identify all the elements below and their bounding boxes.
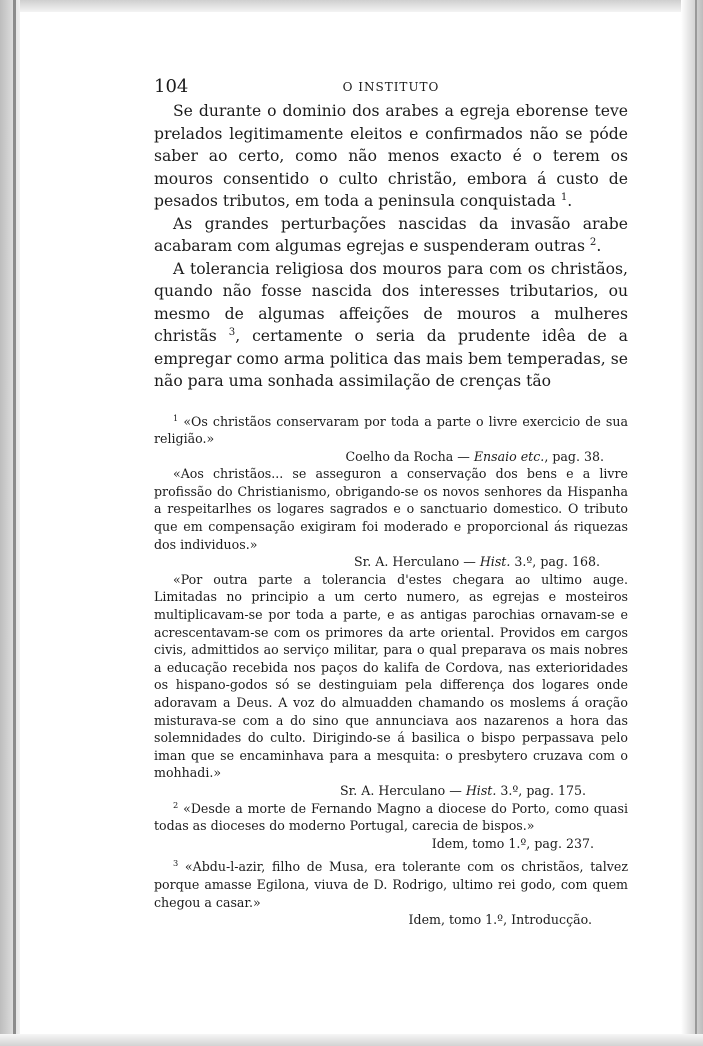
- scan-top-edge: [0, 0, 703, 12]
- citation-author: Sr. A. Herculano —: [353, 554, 476, 570]
- citation-page: 3.º, pag. 175.: [500, 782, 586, 798]
- footnote-3-marker: 3: [173, 858, 179, 869]
- footnote-separator: [154, 403, 628, 404]
- paragraph-3-continuation: certamente o seria da prudente idêa de a empregar como arma politica das mais bem temperadas, se não para uma sonhada assimilação de crenças tão: [154, 327, 628, 390]
- scan-binding-line: [13, 0, 16, 1046]
- footnote-1: [154, 413, 628, 448]
- citation-author: Coelho da Rocha —: [345, 448, 470, 464]
- scan-left-edge: [0, 0, 20, 1046]
- citation-page: , pag. 38.: [544, 448, 604, 464]
- scan-bottom-edge: [0, 1034, 703, 1046]
- page-number: 104: [154, 76, 189, 97]
- footnote-3-attribution: Idem, tomo 1.º, Introducção.: [408, 912, 592, 928]
- paragraph-3-text: A tolerancia religiosa dos mouros para com os christãos, quando não fosse nascida dos interesses tributarios, ou mesmo de algumas affeições de mouros a mulheres christãs: [154, 259, 628, 345]
- footnote-1-quote-3: [154, 571, 628, 782]
- note-ref-3: 3: [228, 326, 236, 338]
- page-header: [154, 74, 628, 100]
- paragraph-2-text: As grandes perturbações nascidas da invasão arabe acabaram com algumas egrejas e suspenderam outras: [154, 214, 628, 255]
- citation-work: Hist.: [465, 782, 497, 798]
- paragraph-3: A tolerancia religiosa dos mouros para com os christãos, quando não fosse nascida dos interesses tributarios, ou mesmo de algumas affeições de mouros a mulheres christãs $^3$, certamente o seria da prudente idêa de a empregar como arma politica das mais bem temperadas, se não para uma sonhada assimilação de crenças tão: [154, 259, 628, 390]
- footnotes: [154, 413, 628, 929]
- running-head: O INSTITUTO: [342, 80, 440, 94]
- footnote-1-text: «Os christãos conservaram por toda a parte o livre exercicio de sua religião.»: [154, 413, 628, 447]
- footnote-1-marker: 1: [173, 412, 179, 423]
- scan-right-edge: [681, 0, 703, 1046]
- book-page: [154, 74, 628, 929]
- footnote-2-text: «Desde a morte de Fernando Magno a diocese do Porto, como quasi todas as dioceses do moderno Portugal, carecia de bispos.»: [154, 800, 628, 834]
- footnote-3: [154, 858, 628, 911]
- quote-3-text: «Por outra parte a tolerancia d'estes chegara ao ultimo auge. Limitadas no principio a um certo numero, as egrejas e mosteiros multiplicavam-se por toda a parte, e as antigas parochias ornavam-se e acrescentavam-se com os primores da arte oriental. Providos em cargos civis, admittidos ao serviço militar, para o qual preparava os mais nobres a educação recebida nos paços do kalifa de Cordova, nas exterioridades os hispano-godos só se destinguiam pela differença dos logares onde adoravam a Deus. A voz do almuadden chamando os moslems á oração misturava-se com a do sino que annunciava aos nazarenos a hora das solemnidades do culto. Dirigindo-se á basilica o bispo perpassava pelo iman que se encaminhava para a mesquita: o presbytero cruzava com o mohhadi.»: [154, 571, 628, 781]
- note-ref-2: 2: [589, 236, 597, 248]
- footnote-3-text: «Abdu-l-azir, filho de Musa, era tolerante com os christãos, talvez porque amasse Egilona, viuva de D. Rodrigo, ultimo rei godo, com quem chegou a casar.»: [154, 859, 628, 910]
- citation-work: Hist.: [479, 554, 511, 570]
- paragraph-1-text: Se durante o dominio dos arabes a egreja eborense teve prelados legitimamente eleitos e confirmados não se póde saber ao certo, como não menos exacto é o terem os mouros consentido o culto christão, embora á custo de pesados tributos, em toda a peninsula conquistada: [154, 102, 628, 210]
- body-text: [154, 100, 628, 393]
- footnote-2: [154, 800, 628, 835]
- footnote-1-quote-2: [154, 465, 628, 553]
- citation-page: 3.º, pag. 168.: [514, 554, 600, 570]
- quote-3-attribution: [154, 782, 586, 800]
- citation-author: Sr. A. Herculano —: [339, 782, 462, 798]
- scan-right-line: [695, 0, 697, 1046]
- paragraph-2: [154, 213, 628, 258]
- footnote-2-attribution: Idem, tomo 1.º, pag. 237.: [431, 835, 594, 851]
- footnote-2-marker: 2: [173, 799, 179, 810]
- paragraph-2-end: .: [596, 237, 602, 255]
- footnote-1-attribution: [154, 448, 604, 466]
- note-ref-1: 1: [560, 191, 568, 203]
- quote-2-text: «Aos christãos... se asseguron a conservação dos bens e a livre profissão do Christianismo, obrigando-se os novos senhores da Hispanha a respeitarlhes os logares sagrados e o sanctuario domestico. O tributo que em compensação exigiram foi moderado e proporcional ás riquezas dos individuos.»: [154, 466, 628, 552]
- quote-2-attribution: [154, 553, 600, 571]
- citation-work: Ensaio etc.: [473, 448, 545, 464]
- paragraph-1-end: .: [567, 192, 573, 210]
- paragraph-1: [154, 100, 628, 213]
